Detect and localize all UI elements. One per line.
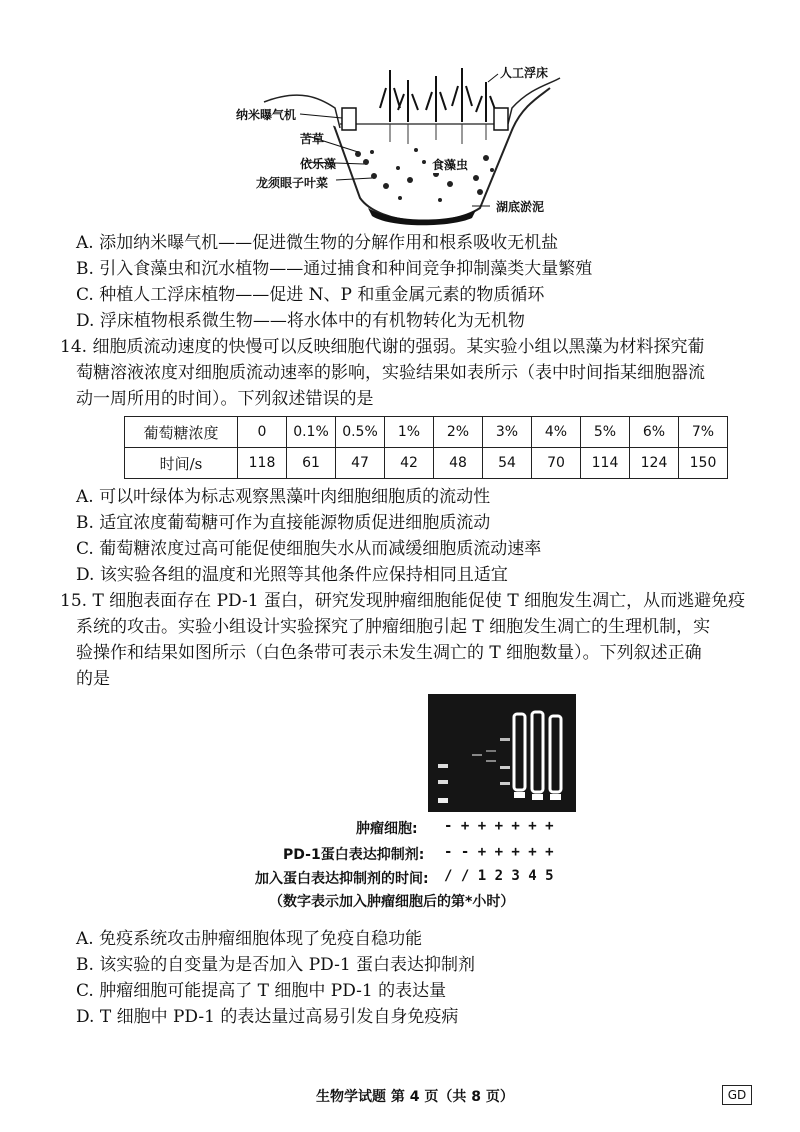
q13-option-a: A. 添加纳米曝气机——促进微生物的分解作用和根系吸收无机盐	[76, 233, 559, 253]
table-cell: 124	[630, 448, 679, 479]
table-cell: 4%	[532, 417, 581, 448]
q15-stem-line-3: 验操作和结果如图所示（白色条带可表示未发生凋亡的 T 细胞数量）。下列叙述正确	[76, 643, 702, 663]
q15-stem-line-2: 系统的攻击。实验小组设计实验探究了肿瘤细胞引起 T 细胞发生凋亡的生理机制，实	[76, 617, 711, 637]
q13-option-b: B. 引入食藻虫和沉水植物——通过捕食和种间竞争抑制藻类大量繁殖	[76, 259, 593, 279]
row-label-time: 加入蛋白表达抑制剂的时间:	[255, 871, 429, 887]
row-signs-inhibitor: - - + + + + +	[444, 844, 554, 860]
q15-option-b: B. 该实验的自变量为是否加入 PD-1 蛋白表达抑制剂	[76, 955, 476, 975]
label-sediment: 湖底淤泥	[496, 200, 545, 214]
label-algae: 依乐藻	[300, 157, 337, 171]
table-cell: 0.1%	[287, 417, 336, 448]
table-cell: 61	[287, 448, 336, 479]
table-row-concentration	[125, 417, 728, 448]
q14-option-a: A. 可以叶绿体为标志观察黑藻叶肉细胞细胞质的流动性	[76, 487, 491, 507]
q15-stem-line-1: 15. T 细胞表面存在 PD-1 蛋白，研究发现肿瘤细胞能促使 T 细胞发生凋亡，从而逃避免疫	[60, 591, 746, 611]
label-float-bed: 人工浮床	[500, 66, 549, 80]
table-cell: 1%	[385, 417, 434, 448]
q15-option-d: D. T 细胞中 PD-1 的表达量过高易引发自身免疫病	[76, 1007, 459, 1027]
table-cell: 5%	[581, 417, 630, 448]
table-cell: 70	[532, 448, 581, 479]
q15-option-c: C. 肿瘤细胞可能提高了 T 细胞中 PD-1 的表达量	[76, 981, 447, 1001]
table-cell: 3%	[483, 417, 532, 448]
q14-stem-line-2: 萄糖溶液浓度对细胞质流动速率的影响，实验结果如表所示（表中时间指某细胞器流	[76, 363, 705, 383]
q14-stem-line-3: 动一周所用的时间）。下列叙述错误的是	[76, 389, 374, 409]
table-row-time	[125, 448, 728, 479]
gel-electrophoresis-image	[428, 694, 576, 812]
gel-bands	[428, 694, 576, 812]
table-cell: 47	[336, 448, 385, 479]
row-signs-tumor-cells: - + + + + + +	[444, 818, 554, 834]
table-cell: 2%	[434, 417, 483, 448]
q14-option-b: B. 适宜浓度葡萄糖可作为直接能源物质促进细胞质流动	[76, 513, 491, 533]
gel-caption: （数字表示加入肿瘤细胞后的第*小时）	[269, 894, 515, 910]
table-cell: 118	[238, 448, 287, 479]
q13-option-c: C. 种植人工浮床植物——促进 N、P 和重金属元素的物质循环	[76, 285, 545, 305]
table-cell: 114	[581, 448, 630, 479]
q15-stem-line-4: 的是	[76, 669, 110, 689]
table-cell: 48	[434, 448, 483, 479]
table-cell: 0	[238, 417, 287, 448]
region-badge: GD	[722, 1085, 752, 1105]
table-header-concentration: 葡萄糖浓度	[125, 417, 238, 448]
label-algae-eater: 食藻虫	[432, 158, 469, 172]
q15-option-a: A. 免疫系统攻击肿瘤细胞体现了免疫自稳功能	[76, 929, 423, 949]
label-hornwort: 龙须眼子叶菜	[256, 176, 329, 190]
table-cell: 6%	[630, 417, 679, 448]
row-signs-time: / / 1 2 3 4 5	[444, 868, 554, 884]
page-footer: 生物学试题 第 4 页（共 8 页）	[316, 1089, 514, 1105]
q14-stem-line-1: 14. 细胞质流动速度的快慢可以反映细胞代谢的强弱。某实验小组以黑藻为材料探究葡	[60, 337, 705, 357]
table-cell: 42	[385, 448, 434, 479]
label-aerator: 纳米曝气机	[236, 108, 297, 122]
table-cell: 0.5%	[336, 417, 385, 448]
row-label-tumor-cells: 肿瘤细胞:	[356, 821, 418, 837]
q13-option-d: D. 浮床植物根系微生物——将水体中的有机物转化为无机物	[76, 311, 525, 331]
table-cell: 150	[679, 448, 728, 479]
q14-option-c: C. 葡萄糖浓度过高可能促使细胞失水从而减缓细胞质流动速率	[76, 539, 542, 559]
table-cell: 54	[483, 448, 532, 479]
q14-option-d: D. 该实验各组的温度和光照等其他条件应保持相同且适宜	[76, 565, 508, 585]
row-label-inhibitor: PD-1蛋白表达抑制剂:	[283, 847, 425, 863]
table-cell: 7%	[679, 417, 728, 448]
label-grass: 苦草	[300, 132, 325, 146]
table-header-time: 时间/s	[125, 448, 238, 479]
glucose-table	[124, 416, 728, 479]
